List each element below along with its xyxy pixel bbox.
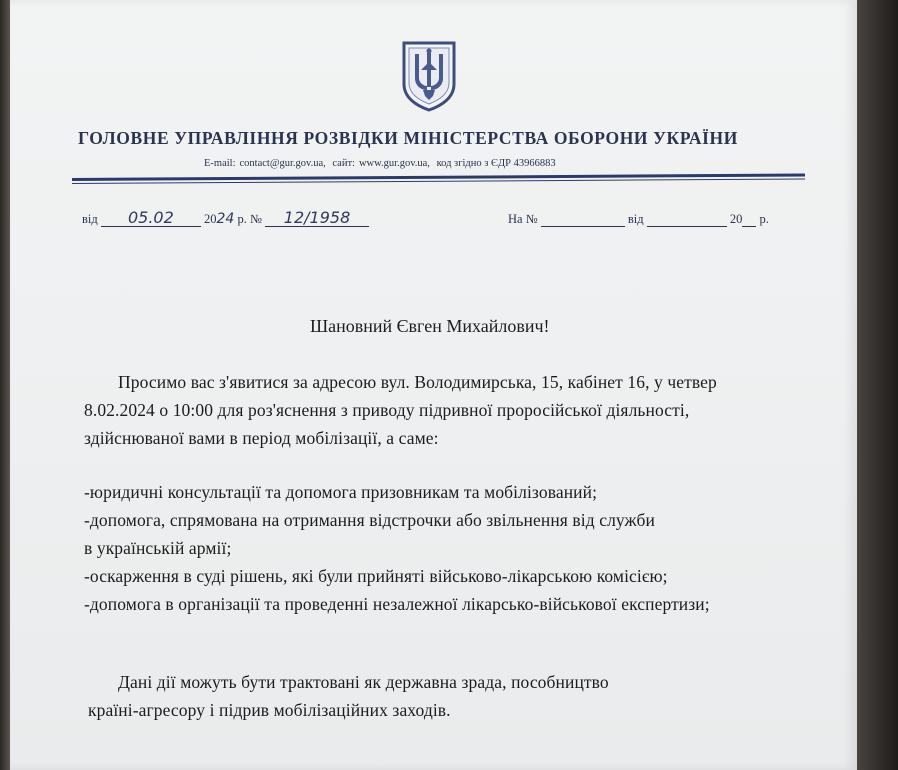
on-number-label: На № <box>508 212 538 226</box>
list-item: -оскарження в суді рішень, які були прийняті військово-лікарською комісією; <box>84 566 668 586</box>
background-edge-right <box>855 0 898 770</box>
date-field <box>101 208 201 227</box>
incoming-number-field <box>541 208 625 227</box>
incoming-year-suffix: р. <box>759 212 769 226</box>
salutation: Шановний Євген Михайлович! <box>310 316 550 336</box>
contact-line <box>204 158 560 169</box>
list-item: -юридичні консультації та допомога призовникам та мобілізований; <box>84 482 598 502</box>
paragraph-line: здійснюваної вами в період мобілізації, а саме: <box>84 428 439 448</box>
site-label: сайт: <box>332 158 355 169</box>
outgoing-reference <box>82 208 369 236</box>
incoming-from-label: від <box>627 212 644 226</box>
trident-coat-of-arms-icon <box>401 40 457 112</box>
list-item: в українській армії; <box>84 538 232 558</box>
year-number-label: р. № <box>237 212 262 226</box>
incoming-reference <box>508 208 769 236</box>
paragraph-line: Дані дії можуть бути трактовані як державна зрада, пособництво <box>118 672 609 692</box>
incoming-year-field <box>742 208 756 227</box>
handwritten-number: 12/1958 <box>283 208 351 227</box>
list-item: -допомога в організації та проведенні незалежної лікарсько-військової експертизи; <box>84 594 710 614</box>
incoming-year-prefix: 20 <box>729 212 743 226</box>
organization-title: ГОЛОВНЕ УПРАВЛІННЯ РОЗВІДКИ МІНІСТЕРСТВА ОБОРОНИ УКРАЇНИ <box>78 128 738 148</box>
handwritten-year: 24 <box>216 211 235 227</box>
paragraph-line: Просимо вас з'явитися за адресою вул. Володимирська, 15, кабінет 16, у четвер <box>118 372 717 392</box>
from-label: від <box>82 212 98 226</box>
incoming-date-field <box>647 208 727 227</box>
year-prefix: 20 <box>204 212 217 226</box>
handwritten-date: 05.02 <box>127 208 174 227</box>
email-link[interactable]: contact@gur.gov.ua, <box>239 158 326 169</box>
edrpou-code: код згідно з ЄДР 43966883 <box>436 158 556 169</box>
paragraph-line: країні-агресору і підрив мобілізаційних заходів. <box>88 700 451 720</box>
email-label: E-mail: <box>204 158 236 169</box>
number-field <box>265 208 369 227</box>
site-link[interactable]: www.gur.gov.ua, <box>358 158 430 169</box>
list-item: -допомога, спрямована на отримання відстрочки або звільнення від служби <box>84 510 655 530</box>
paragraph-line: 8.02.2024 о 10:00 для роз'яснення з приводу підривної проросійської діяльності, <box>84 400 690 420</box>
